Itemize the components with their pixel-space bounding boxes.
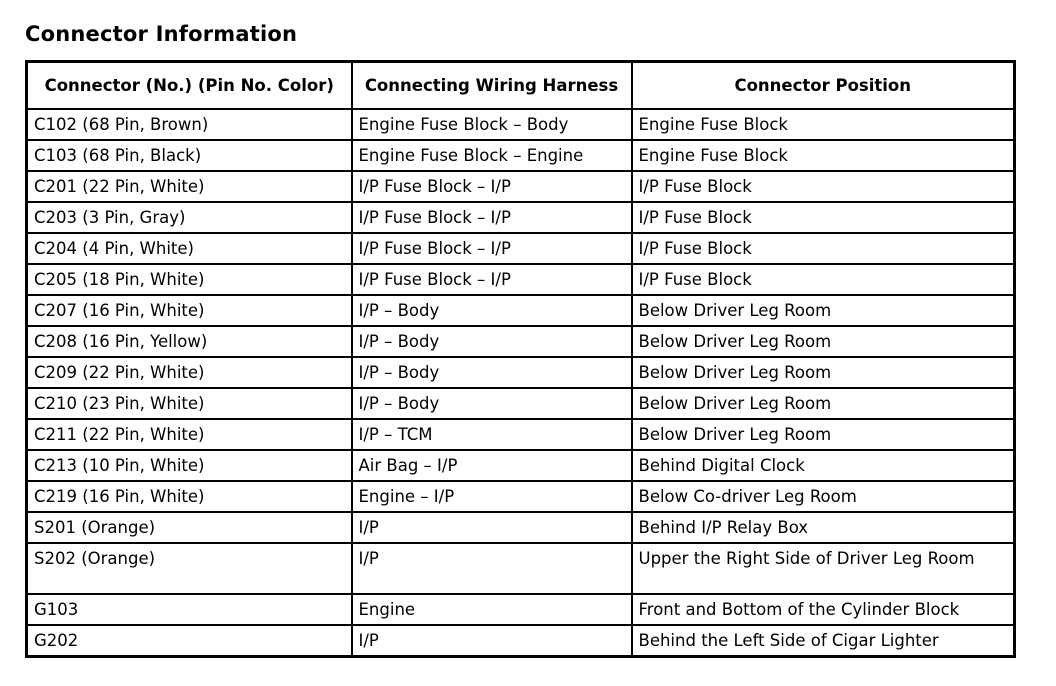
cell-connector: C103 (68 Pin, Black) xyxy=(27,140,352,171)
cell-connector: C102 (68 Pin, Brown) xyxy=(27,109,352,140)
table-row xyxy=(27,419,1015,450)
cell-connector: C209 (22 Pin, White) xyxy=(27,357,352,388)
table-row xyxy=(27,450,1015,481)
cell-harness: Engine Fuse Block – Body xyxy=(352,109,632,140)
cell-position: Engine Fuse Block xyxy=(632,140,1015,171)
table-row xyxy=(27,543,1015,594)
table-row xyxy=(27,594,1015,625)
table-row xyxy=(27,264,1015,295)
cell-position: Below Co-driver Leg Room xyxy=(632,481,1015,512)
cell-position: Below Driver Leg Room xyxy=(632,357,1015,388)
cell-connector: C203 (3 Pin, Gray) xyxy=(27,202,352,233)
table-row xyxy=(27,171,1015,202)
cell-position: Upper the Right Side of Driver Leg Room xyxy=(632,543,1015,594)
cell-position: Engine Fuse Block xyxy=(632,109,1015,140)
cell-connector: C208 (16 Pin, Yellow) xyxy=(27,326,352,357)
table-row xyxy=(27,109,1015,140)
cell-harness: I/P Fuse Block – I/P xyxy=(352,171,632,202)
cell-harness: I/P – Body xyxy=(352,357,632,388)
table-row xyxy=(27,295,1015,326)
cell-position: I/P Fuse Block xyxy=(632,264,1015,295)
table-row xyxy=(27,512,1015,543)
cell-harness: Air Bag – I/P xyxy=(352,450,632,481)
cell-position: Below Driver Leg Room xyxy=(632,326,1015,357)
cell-position: I/P Fuse Block xyxy=(632,202,1015,233)
cell-connector: C205 (18 Pin, White) xyxy=(27,264,352,295)
cell-position: Behind Digital Clock xyxy=(632,450,1015,481)
cell-connector: C211 (22 Pin, White) xyxy=(27,419,352,450)
cell-position: I/P Fuse Block xyxy=(632,171,1015,202)
cell-harness: I/P – TCM xyxy=(352,419,632,450)
cell-harness: I/P Fuse Block – I/P xyxy=(352,264,632,295)
table-row xyxy=(27,625,1015,656)
table-row xyxy=(27,481,1015,512)
cell-harness: I/P – Body xyxy=(352,388,632,419)
cell-connector: S201 (Orange) xyxy=(27,512,352,543)
table-row xyxy=(27,388,1015,419)
cell-harness: I/P xyxy=(352,543,632,594)
cell-harness: I/P – Body xyxy=(352,295,632,326)
cell-position: Below Driver Leg Room xyxy=(632,419,1015,450)
header-row xyxy=(27,62,1015,110)
cell-harness: Engine Fuse Block – Engine xyxy=(352,140,632,171)
cell-connector: G103 xyxy=(27,594,352,625)
cell-position: Behind I/P Relay Box xyxy=(632,512,1015,543)
cell-harness: I/P xyxy=(352,625,632,656)
cell-position: I/P Fuse Block xyxy=(632,233,1015,264)
table-row xyxy=(27,202,1015,233)
connector-table xyxy=(25,60,1016,658)
cell-harness: I/P xyxy=(352,512,632,543)
cell-harness: I/P Fuse Block – I/P xyxy=(352,233,632,264)
table-row xyxy=(27,357,1015,388)
cell-position: Below Driver Leg Room xyxy=(632,295,1015,326)
cell-connector: G202 xyxy=(27,625,352,656)
cell-connector: C204 (4 Pin, White) xyxy=(27,233,352,264)
page-title: Connector Information xyxy=(25,22,298,46)
column-header-connector: Connector (No.) (Pin No. Color) xyxy=(27,62,352,110)
cell-harness: I/P Fuse Block – I/P xyxy=(352,202,632,233)
cell-connector: C210 (23 Pin, White) xyxy=(27,388,352,419)
cell-connector: S202 (Orange) xyxy=(27,543,352,594)
table-row xyxy=(27,326,1015,357)
cell-position: Front and Bottom of the Cylinder Block xyxy=(632,594,1015,625)
column-header-position: Connector Position xyxy=(632,62,1015,110)
table-row xyxy=(27,233,1015,264)
cell-harness: Engine – I/P xyxy=(352,481,632,512)
cell-connector: C213 (10 Pin, White) xyxy=(27,450,352,481)
cell-position: Below Driver Leg Room xyxy=(632,388,1015,419)
column-header-harness: Connecting Wiring Harness xyxy=(352,62,632,110)
cell-connector: C201 (22 Pin, White) xyxy=(27,171,352,202)
table-row xyxy=(27,140,1015,171)
cell-harness: Engine xyxy=(352,594,632,625)
cell-connector: C219 (16 Pin, White) xyxy=(27,481,352,512)
cell-connector: C207 (16 Pin, White) xyxy=(27,295,352,326)
cell-position: Behind the Left Side of Cigar Lighter xyxy=(632,625,1015,656)
cell-harness: I/P – Body xyxy=(352,326,632,357)
